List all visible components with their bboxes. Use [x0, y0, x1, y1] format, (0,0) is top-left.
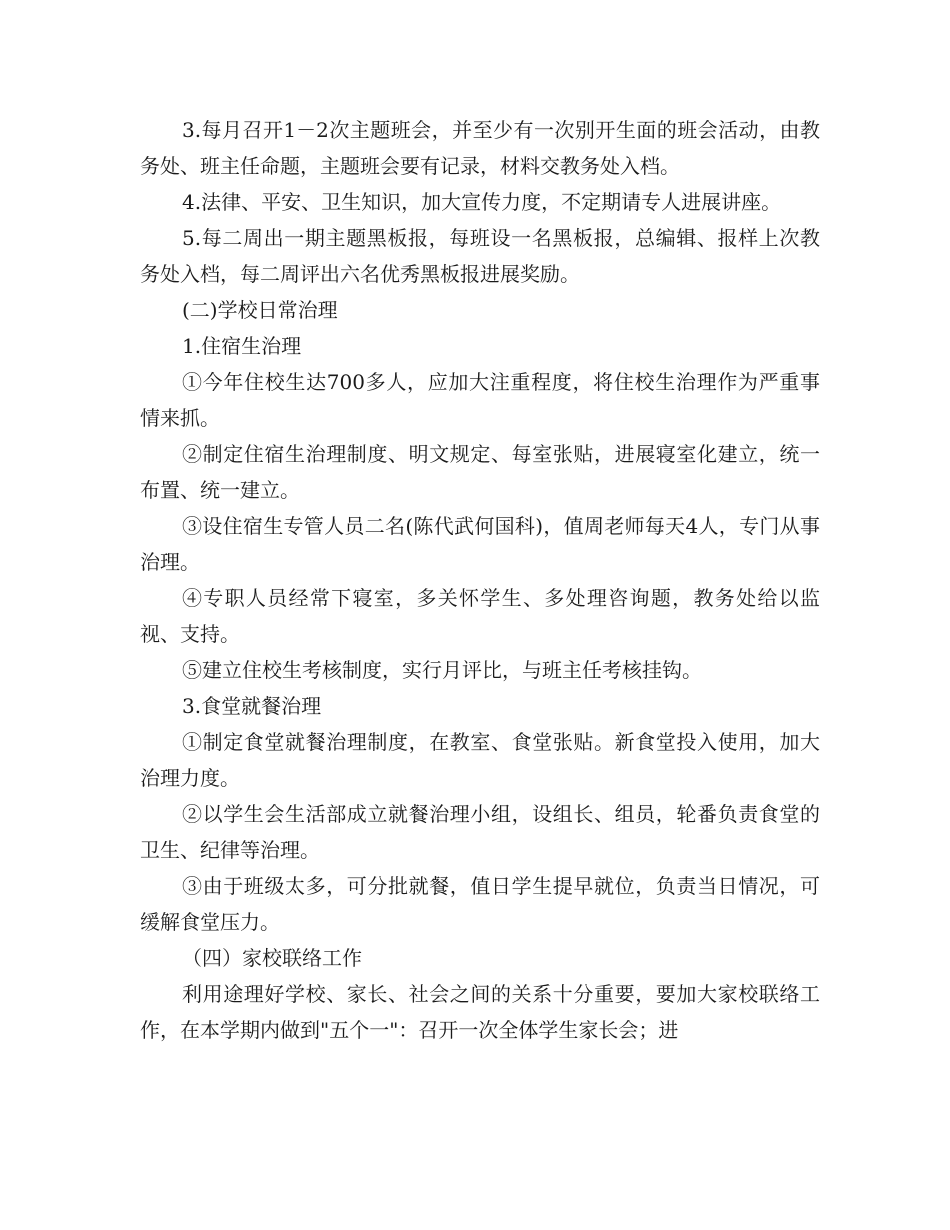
paragraph-canteen-1: ①制定食堂就餐治理制度，在教室、食堂张贴。新食堂投入使用，加大治理力度。 [140, 730, 820, 790]
document-body [140, 112, 820, 1048]
paragraph-boarding-2: ②制定住宿生治理制度、明文规定、每室张贴，进展寝室化建立，统一布置、统一建立。 [140, 442, 820, 502]
paragraph-law-safety: 4.法律、平安、卫生知识，加大宣传力度，不定期请专人进展讲座。 [182, 190, 782, 214]
paragraph-canteen-3: ③由于班级太多，可分批就餐，值日学生提早就位，负责当日情况，可缓解食堂压力。 [140, 874, 820, 934]
paragraph-boarding-4: ④专职人员经常下寝室，多关怀学生、多处理咨询题，教务处给以监视、支持。 [140, 586, 820, 646]
subheading-canteen: 3.食堂就餐治理 [182, 694, 322, 718]
paragraph-canteen-2: ②以学生会生活部成立就餐治理小组，设组长、组员，轮番负责食堂的卫生、纪律等治理。 [140, 802, 820, 862]
paragraph-boarding-3: ③设住宿生专管人员二名(陈代武何国科)，值周老师每天4人，专门从事治理。 [140, 514, 820, 574]
paragraph-boarding-1: ①今年住校生达700多人，应加大注重程度，将住校生治理作为严重事情来抓。 [140, 370, 820, 430]
subheading-boarding: 1.住宿生治理 [182, 334, 302, 358]
paragraph-class-meeting: 3.每月召开1－2次主题班会，并至少有一次别开生面的班会活动，由教务处、班主任命题，主题班会要有记录，材料交教务处入档。 [140, 118, 820, 178]
paragraph-home-school: 利用途理好学校、家长、社会之间的关系十分重要，要加大家校联络工作，在本学期内做到"五个一"：召开一次全体学生家长会；进 [140, 982, 820, 1042]
section-heading-daily-management: (二)学校日常治理 [182, 298, 338, 322]
paragraph-boarding-5: ⑤建立住校生考核制度，实行月评比，与班主任考核挂钩。 [182, 658, 702, 682]
section-heading-home-school: （四）家校联络工作 [182, 946, 362, 970]
paragraph-blackboard: 5.每二周出一期主题黑板报，每班设一名黑板报，总编辑、报样上次教务处入档，每二周评出六名优秀黑板报进展奖励。 [140, 226, 820, 286]
